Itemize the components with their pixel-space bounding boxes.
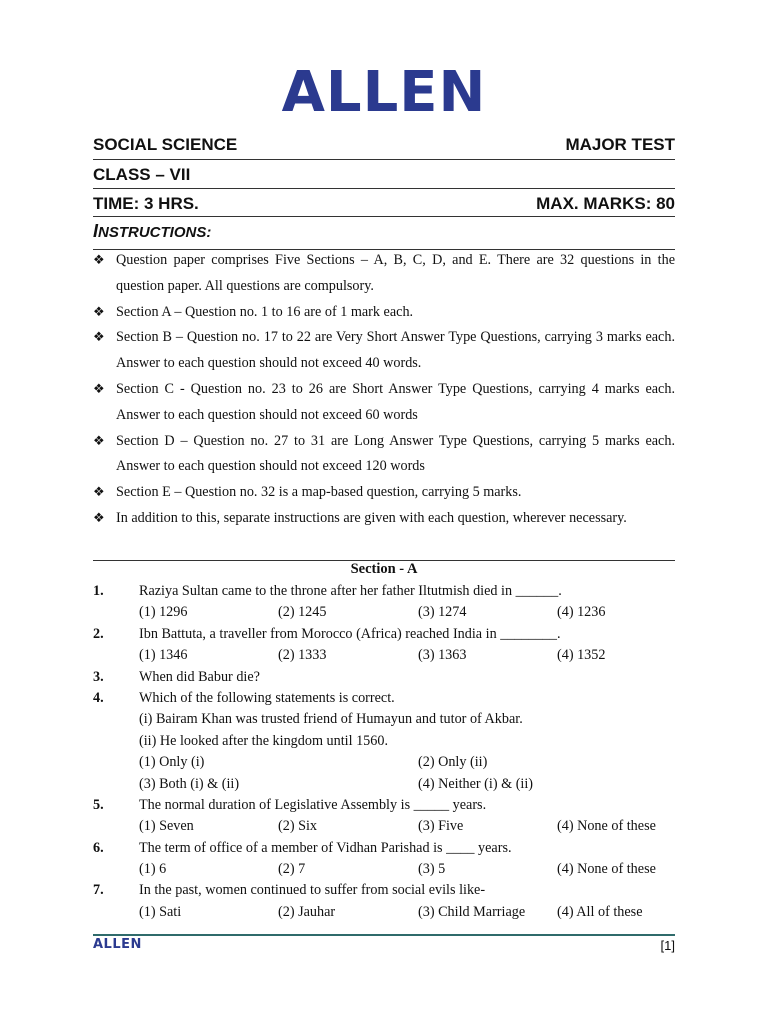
question-number: 5. [93,796,104,813]
question-text: The term of office of a member of Vidhan Parishad is ____ years. [139,839,512,856]
question-number: 4. [93,689,104,706]
question-row [93,880,675,901]
question-number: 1. [93,583,104,599]
option: (2) 1245 [278,604,327,621]
page-number: [1] [660,938,675,953]
instructions-list [93,248,675,532]
instruction-text: Question paper comprises Five Sections – A, B, C, D, and E. There are 32 questions in the question paper. All questions are compulsory. [116,252,675,294]
class-title: CLASS – VII [93,165,191,184]
header-row-time [93,190,675,218]
max-marks-label: MAX. MARKS: 80 [536,194,675,213]
question-text: Which of the following statements is correct. [139,689,395,706]
instruction-item [93,506,675,532]
option: (4) None of these [557,818,656,835]
option: (4) None of these [557,861,656,878]
option: (2) 7 [278,861,306,878]
instruction-text: In addition to this, separate instructions are given with each question, wherever necessary. [116,509,627,526]
instructions-heading-initial: I [93,221,99,241]
option: (1) Seven [139,818,194,835]
question-number: 3. [93,668,104,685]
instruction-item [93,248,675,300]
question-row [93,667,675,688]
instruction-item [93,429,675,481]
diamond-bullet-icon: ❖ [93,433,105,449]
options-row [93,902,675,923]
question-row [93,838,675,859]
options-row [93,602,675,623]
instruction-text: Section A – Question no. 1 to 16 are of 1 mark each. [116,303,414,320]
diamond-bullet-icon: ❖ [93,330,105,346]
diamond-bullet-icon: ❖ [93,381,105,397]
instruction-item [93,300,675,326]
option: (3) 1274 [418,604,467,621]
option: (1) Sati [139,903,182,920]
header-row-class [93,161,675,189]
statement-text: (i) Bairam Khan was trusted friend of Humayun and tutor of Akbar. [139,711,523,728]
instruction-text: Section E – Question no. 32 is a map-based question, carrying 5 marks. [116,484,522,501]
option: (3) 5 [418,861,446,878]
diamond-bullet-icon: ❖ [93,304,105,320]
statement-row [93,709,675,730]
question-row [93,688,675,709]
question-row [93,624,675,645]
option: (1) 6 [139,861,167,878]
options-row [93,774,675,795]
time-label: TIME: 3 HRS. [93,194,199,213]
divider [93,188,675,189]
option: (3) Child Marriage [418,903,526,920]
question-row [93,795,675,816]
instructions-heading [93,221,211,242]
subject-title: SOCIAL SCIENCE [93,135,238,154]
option: (1) Only (i) [139,754,205,771]
questions-list [93,581,675,923]
option: (1) 1296 [139,604,188,621]
allen-logo [281,60,487,125]
diamond-bullet-icon: ❖ [93,485,105,501]
question-text: In the past, women continued to suffer from social evils like- [139,882,486,899]
option: (3) Both (i) & (ii) [139,775,240,792]
option: (4) All of these [557,903,643,920]
question-text: Raziya Sultan came to the throne after her father Iltutmish died in ______. [139,583,562,599]
diamond-bullet-icon: ❖ [93,253,105,268]
option: (3) 1363 [418,647,467,664]
option: (2) Only (ii) [418,754,488,771]
diamond-bullet-icon: ❖ [93,510,105,526]
statement-text: (ii) He looked after the kingdom until 1560. [139,732,389,749]
instruction-item [93,325,675,377]
option: (2) Jauhar [278,903,336,920]
question-text: When did Babur die? [139,668,260,685]
instruction-text: Section B – Question no. 17 to 22 are Very Short Answer Type Questions, carrying 3 marks each. Answer to each question should not exceed 40 words. [116,329,675,372]
options-row [93,816,675,837]
option: (2) Six [278,818,318,835]
question-number: 6. [93,839,104,856]
instruction-item [93,480,675,506]
instruction-text: Section D – Question no. 27 to 31 are Long Answer Type Questions, carrying 5 marks each. Answer to each question should not exceed 120 words [116,432,675,475]
footer-divider [93,934,675,936]
logo-text: ALLEN [281,60,487,125]
options-row [93,752,675,773]
option: (1) 1346 [139,647,188,664]
header-row-subject [93,131,675,159]
section-title: Section - A [350,561,418,577]
question-number: 2. [93,625,104,642]
option: (3) Five [418,818,464,835]
footer-logo: ALLEN [93,937,142,952]
question-number: 7. [93,882,104,899]
instructions-heading-rest: NSTRUCTIONS: [98,224,212,241]
instruction-item [93,377,675,429]
options-row [93,859,675,880]
question-row [93,581,675,602]
option: (2) 1333 [278,647,327,664]
option: (4) 1236 [557,604,606,621]
instruction-text: Section C - Question no. 23 to 26 are Short Answer Type Questions, carrying 4 marks each. Answer to each question should not exceed 60 words [116,380,675,423]
divider [93,159,675,160]
options-row [93,645,675,666]
test-title: MAJOR TEST [565,135,675,154]
statement-row [93,731,675,752]
option: (4) 1352 [557,647,606,664]
question-text: The normal duration of Legislative Assembly is _____ years. [139,796,487,813]
divider [93,216,675,217]
option: (4) Neither (i) & (ii) [418,775,534,792]
question-text: Ibn Battuta, a traveller from Morocco (Africa) reached India in ________. [139,625,561,642]
